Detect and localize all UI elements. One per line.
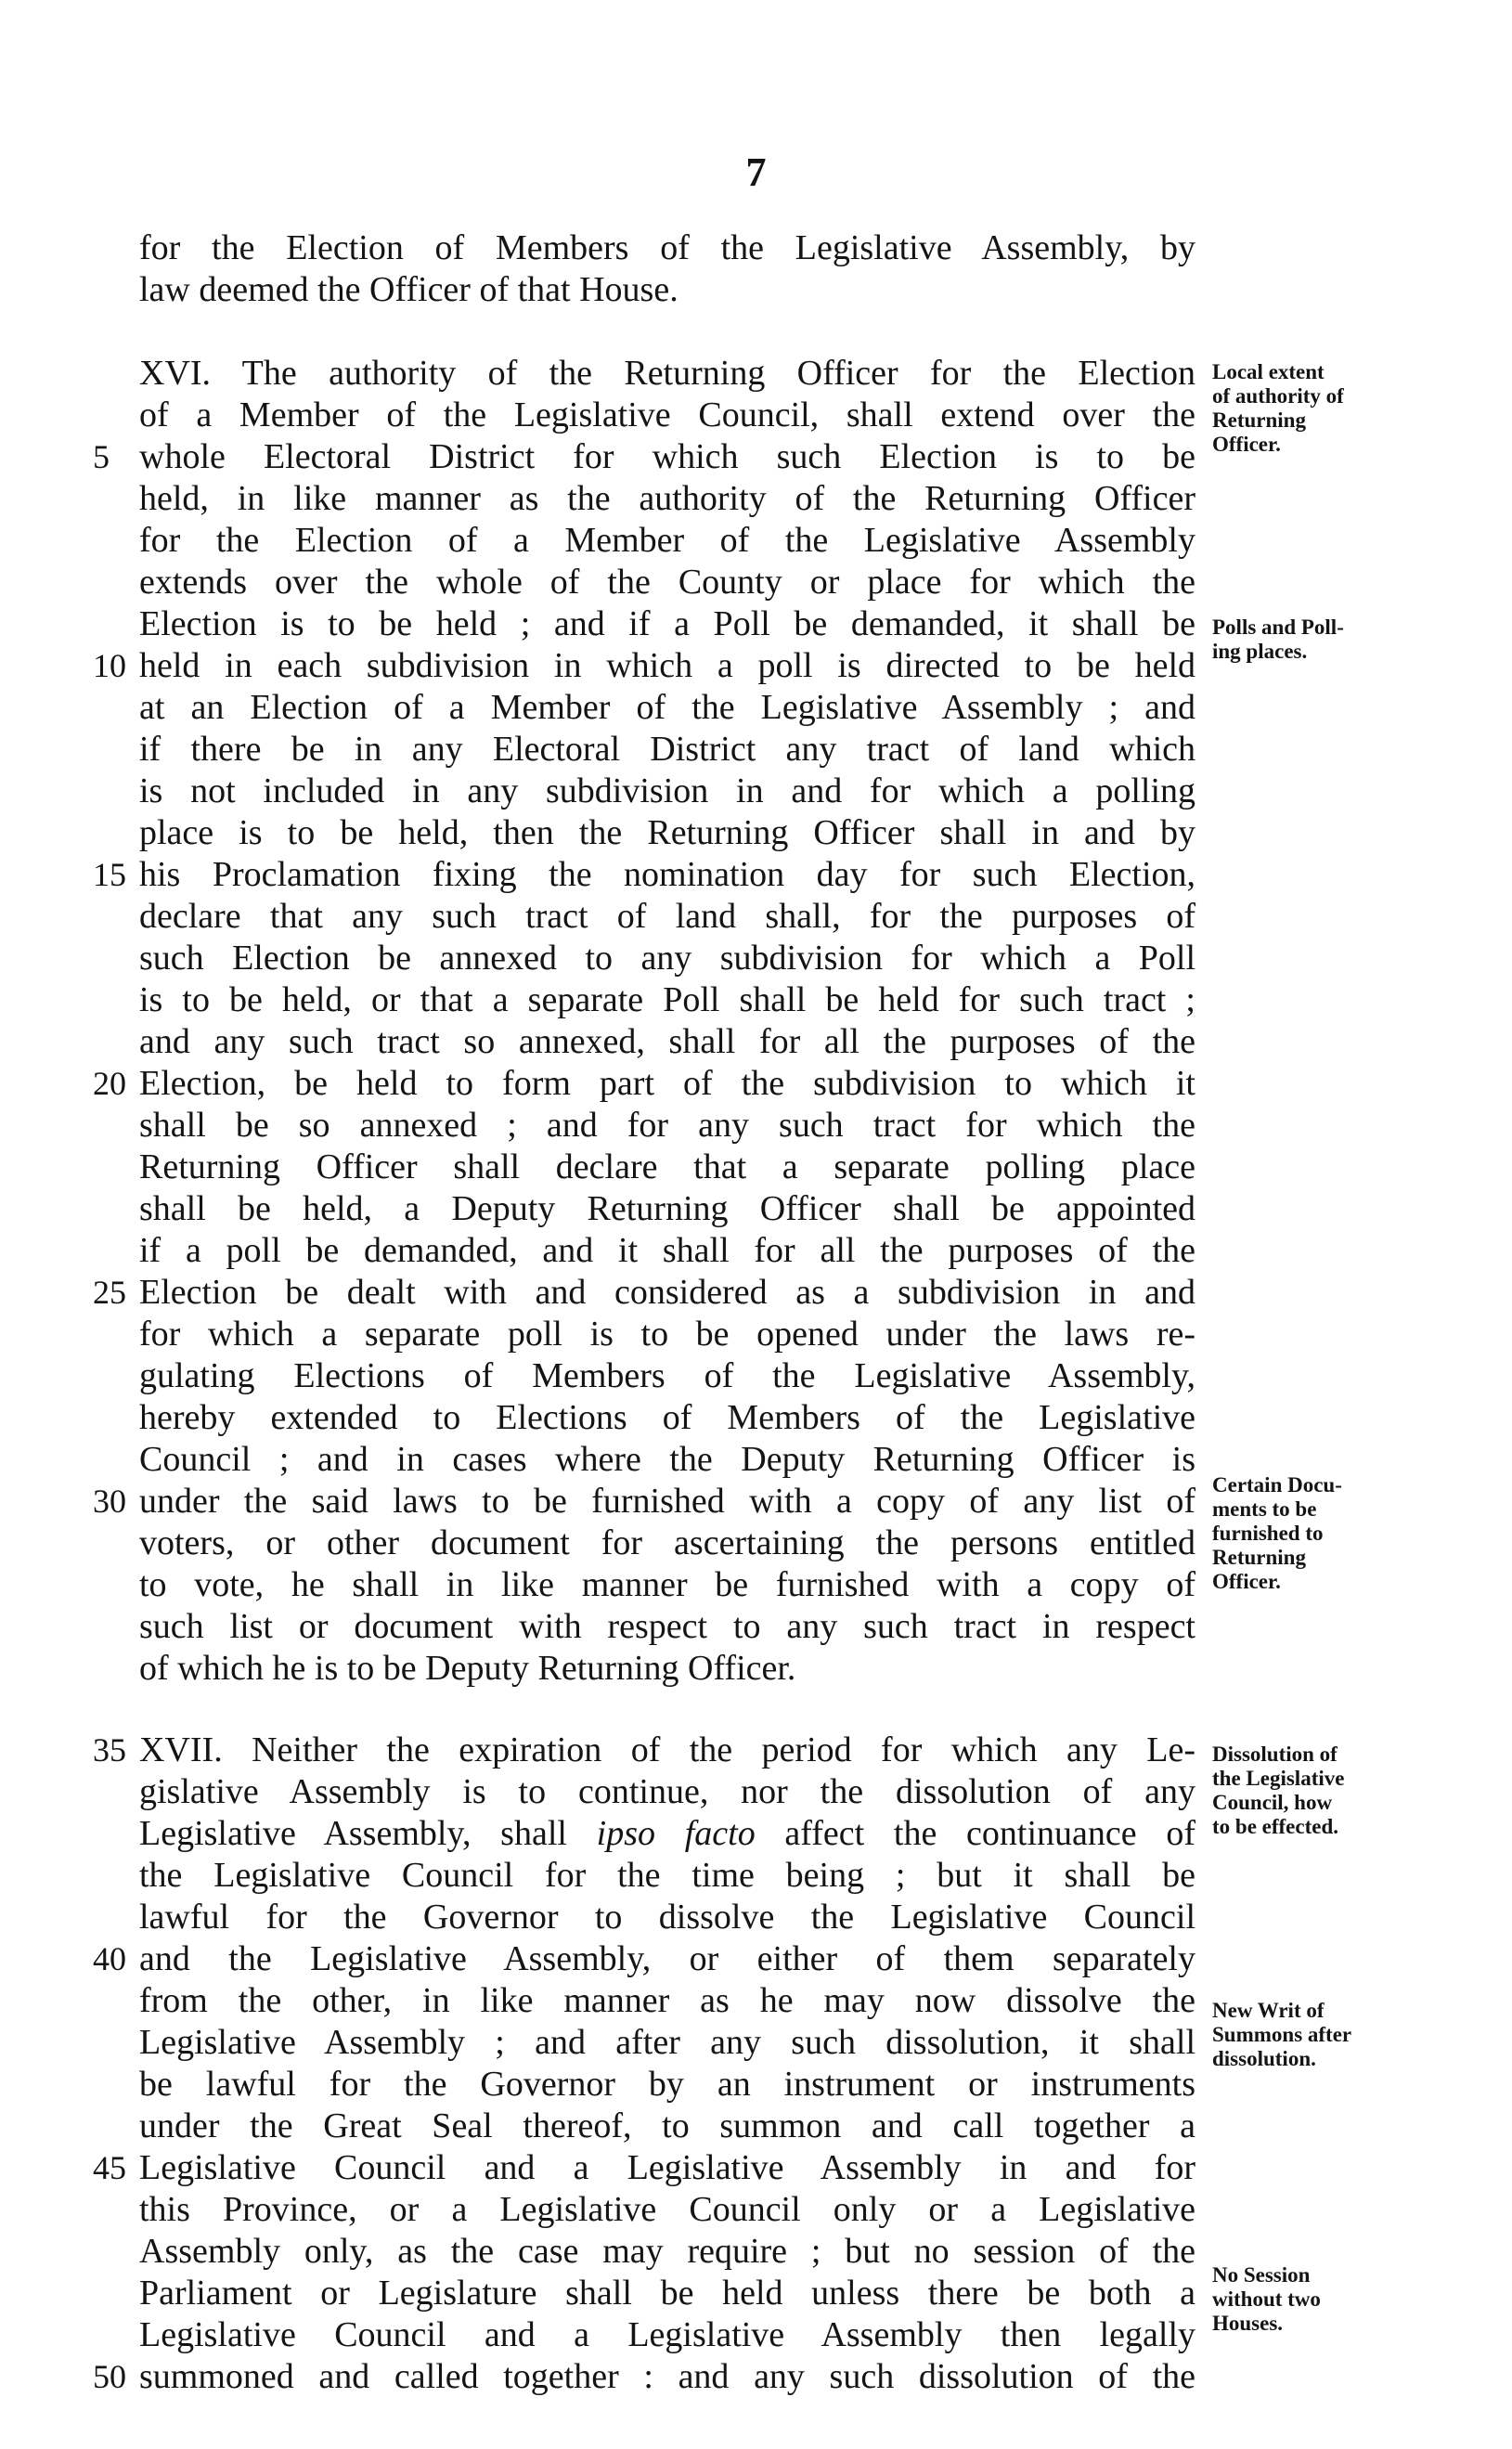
margin-note-line: No Session [1212, 2263, 1311, 2287]
margin-note-line: furnished to [1212, 1522, 1324, 1545]
text-line: at an Election of a Member of the Legislative Assembly ; and [139, 688, 1195, 727]
line-number: 5 [93, 438, 110, 475]
margin-note-line: the Legislative [1212, 1767, 1345, 1790]
margin-note-line: of authority of [1212, 384, 1344, 408]
text-line: for the Election of a Member of the Legislative Assembly [139, 521, 1195, 560]
margin-note-line: to be effected. [1212, 1815, 1339, 1838]
margin-note [1212, 2263, 1321, 2336]
text-line: held, in like manner as the authority of the Returning Officer [139, 479, 1195, 518]
text-line: under the Great Seal thereof, to summon and call together a [139, 2106, 1195, 2145]
text-line: is to be held, or that a separate Poll shall be held for such tract ; [139, 980, 1195, 1019]
margin-note-line: Summons after [1212, 2023, 1352, 2046]
text-line: Legislative Council and a Legislative Assembly then legally [139, 2315, 1195, 2354]
margin-note-line: ments to be [1212, 1497, 1317, 1521]
text-line: under the said laws to be furnished with a copy of any list of [139, 1482, 1195, 1521]
text-run: Legislative Assembly, shall [139, 1814, 597, 1853]
margin-note [1212, 1999, 1351, 2071]
text-line: if there be in any Electoral District any tract of land which [139, 730, 1195, 769]
text-line: from the other, in like manner as he may now dissolve the [139, 1981, 1195, 2020]
text-line: the Legislative Council for the time being ; but it shall be [139, 1856, 1195, 1895]
text-line: Election, be held to form part of the subdivision to which it [139, 1064, 1195, 1103]
text-line: such Election be annexed to any subdivision for which a Poll [139, 939, 1195, 978]
margin-note [1212, 1743, 1344, 1839]
line-number: 25 [93, 1274, 126, 1311]
margin-note-line: Dissolution of [1212, 1743, 1338, 1766]
text-line: of which he is to be Deputy Returning Officer. [139, 1649, 796, 1688]
margin-note-line: ing places. [1212, 640, 1308, 663]
line-number: 50 [93, 2358, 126, 2395]
text-line: his Proclamation fixing the nomination day for such Election, [139, 855, 1195, 894]
text-line: Parliament or Legislature shall be held unless there be both a [139, 2274, 1195, 2313]
text-line: hereby extended to Elections of Members of the Legislative [139, 1398, 1195, 1437]
text-line: to vote, he shall in like manner be furnished with a copy of [139, 1565, 1195, 1604]
text-line: declare that any such tract of land shall, for the purposes of [139, 897, 1195, 936]
text-line: of a Member of the Legislative Council, shall extend over the [139, 395, 1195, 434]
text-line: shall be so annexed ; and for any such tract for which the [139, 1106, 1195, 1145]
text-line: Legislative Council and a Legislative Assembly in and for [139, 2148, 1195, 2187]
line-number: 35 [93, 1731, 126, 1769]
text-line: Legislative Assembly ; and after any such dissolution, it shall [139, 2023, 1195, 2062]
text-line: and the Legislative Assembly, or either of them separately [139, 1939, 1195, 1978]
text-line: shall be held, a Deputy Returning Officer shall be appointed [139, 1189, 1195, 1228]
margin-note-line: New Writ of [1212, 1999, 1325, 2022]
text-line: extends over the whole of the County or place for which the [139, 563, 1195, 602]
margin-note-line: Polls and Poll- [1212, 615, 1344, 639]
text-line: XVI. The authority of the Returning Officer for the Election [139, 354, 1195, 393]
text-line: voters, or other document for ascertaining the persons entitled [139, 1523, 1195, 1562]
line-number: 10 [93, 647, 126, 684]
text-line: law deemed the Officer of that House. [139, 270, 678, 309]
text-line: held in each subdivision in which a poll is directed to be held [139, 646, 1195, 685]
text-line: if a poll be demanded, and it shall for all the purposes of the [139, 1231, 1195, 1270]
text-line: gislative Assembly is to continue, nor the dissolution of any [139, 1772, 1195, 1811]
margin-note-line: without two [1212, 2287, 1321, 2311]
text-line: summoned and called together : and any such dissolution of the [139, 2357, 1195, 2396]
text-line: whole Electoral District for which such Election is to be [139, 437, 1195, 476]
line-number: 45 [93, 2149, 126, 2186]
margin-note-line: Officer. [1212, 1570, 1281, 1593]
page-number: 7 [745, 149, 767, 195]
margin-note-line: Council, how [1212, 1791, 1333, 1814]
text-line: for the Election of Members of the Legislative Assembly, by [139, 228, 1195, 267]
text-line: XVII. Neither the expiration of the period for which any Le- [139, 1730, 1195, 1769]
text-line: and any such tract so annexed, shall for all the purposes of the [139, 1022, 1195, 1061]
margin-note-line: Certain Docu- [1212, 1473, 1342, 1497]
line-number: 30 [93, 1483, 126, 1520]
text-line: be lawful for the Governor by an instrument or instruments [139, 2065, 1195, 2104]
margin-note-line: Local extent [1212, 360, 1325, 383]
text-line [139, 1813, 1195, 1854]
margin-note [1212, 615, 1344, 664]
line-number: 20 [93, 1065, 126, 1102]
text-line: Election be dealt with and considered as a subdivision in and [139, 1273, 1195, 1312]
line-number: 40 [93, 1940, 126, 1977]
italic-run: ipso facto [596, 1814, 756, 1853]
margin-note-line: Returning [1212, 1546, 1306, 1569]
text-line: Election is to be held ; and if a Poll be demanded, it shall be [139, 604, 1195, 643]
line-number: 15 [93, 856, 126, 893]
text-line: place is to be held, then the Returning Officer shall in and by [139, 813, 1195, 852]
text-line: lawful for the Governor to dissolve the Legislative Council [139, 1898, 1195, 1937]
text-line: is not included in any subdivision in and for which a polling [139, 771, 1195, 810]
margin-note-line: Officer. [1212, 433, 1281, 456]
text-line: gulating Elections of Members of the Legislative Assembly, [139, 1356, 1195, 1395]
text-line: such list or document with respect to any such tract in respect [139, 1607, 1195, 1646]
text-line: Assembly only, as the case may require ; but no session of the [139, 2232, 1195, 2271]
margin-note-line: Houses. [1212, 2312, 1284, 2335]
margin-note-line: Returning [1212, 408, 1306, 432]
margin-note-line: dissolution. [1212, 2047, 1316, 2070]
text-line: Returning Officer shall declare that a separate polling place [139, 1147, 1195, 1186]
margin-note [1212, 1473, 1342, 1594]
margin-note [1212, 360, 1344, 457]
text-line: this Province, or a Legislative Council only or a Legislative [139, 2190, 1195, 2229]
text-line: for which a separate poll is to be opened under the laws re- [139, 1315, 1195, 1354]
text-run: affect the continuance of [755, 1814, 1195, 1853]
text-line: Council ; and in cases where the Deputy Returning Officer is [139, 1440, 1195, 1479]
